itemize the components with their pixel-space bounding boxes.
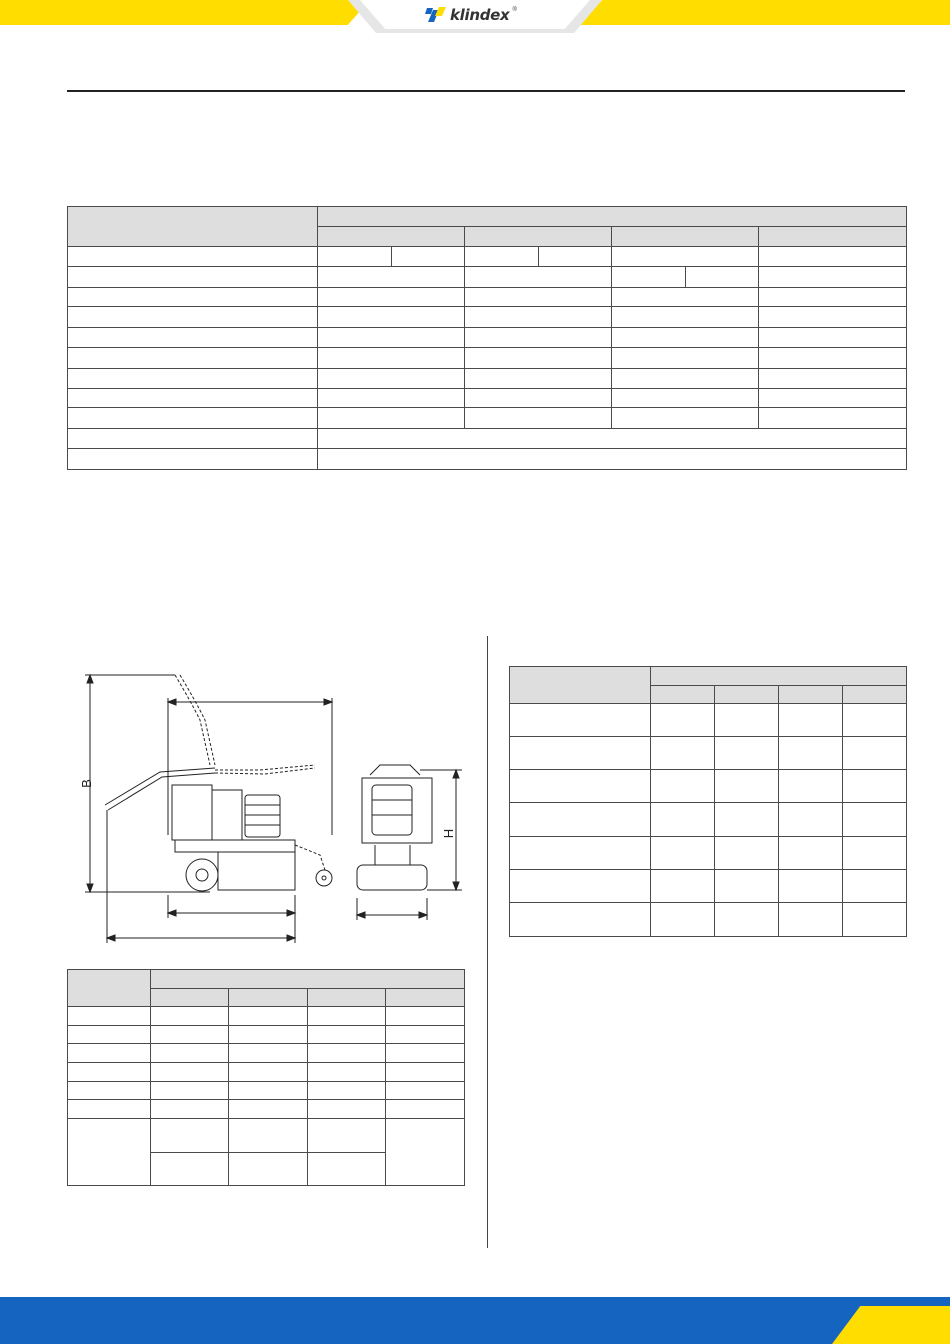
table-row [68,1044,465,1063]
dimension-table-header-models [151,970,465,989]
table-row [68,1119,465,1153]
brand-logo [425,5,517,25]
model-table-header-label [510,667,651,704]
logo-text: klindex [450,6,510,24]
table-row [510,770,907,803]
table-row [68,246,907,266]
table-row [68,1082,465,1100]
table-row [68,449,907,470]
klindex-logo-icon [425,6,447,24]
dimension-table-header-label [68,970,151,1007]
table-row [68,267,907,287]
column-divider [487,636,488,1248]
footer-band [0,1297,950,1344]
table-row [68,408,907,428]
spec-table [67,206,907,470]
table-row [68,287,907,306]
spec-table-header-models [318,207,907,227]
table-row [68,1007,465,1026]
table-row [68,1100,465,1119]
spec-table-model-2 [465,227,612,246]
table-row [68,348,907,368]
spec-table-header-label [68,207,318,247]
table-row [68,1063,465,1082]
table-row [510,803,907,837]
header-band-left [0,0,370,25]
table-row [510,704,907,737]
table-row [68,307,907,327]
header-band-right [580,0,950,25]
table-row [68,389,907,408]
dimension-label-b: B [78,779,94,788]
table-row [68,1026,465,1044]
table-row [68,327,907,347]
table-row [68,368,907,388]
dimension-table [67,969,465,1186]
table-row [510,870,907,903]
spec-table-model-1 [318,227,465,246]
table-row [68,428,907,448]
table-row [510,737,907,770]
table-row [510,903,907,937]
machine-dimension-drawing [80,660,480,950]
model-table [509,666,907,937]
dimension-label-h: H [441,828,457,839]
spec-table-model-4 [759,227,907,246]
model-table-header-models [651,667,907,686]
title-rule [67,90,905,92]
spec-table-model-3 [612,227,759,246]
table-row [510,837,907,870]
logo-registered-mark: ® [512,7,517,13]
